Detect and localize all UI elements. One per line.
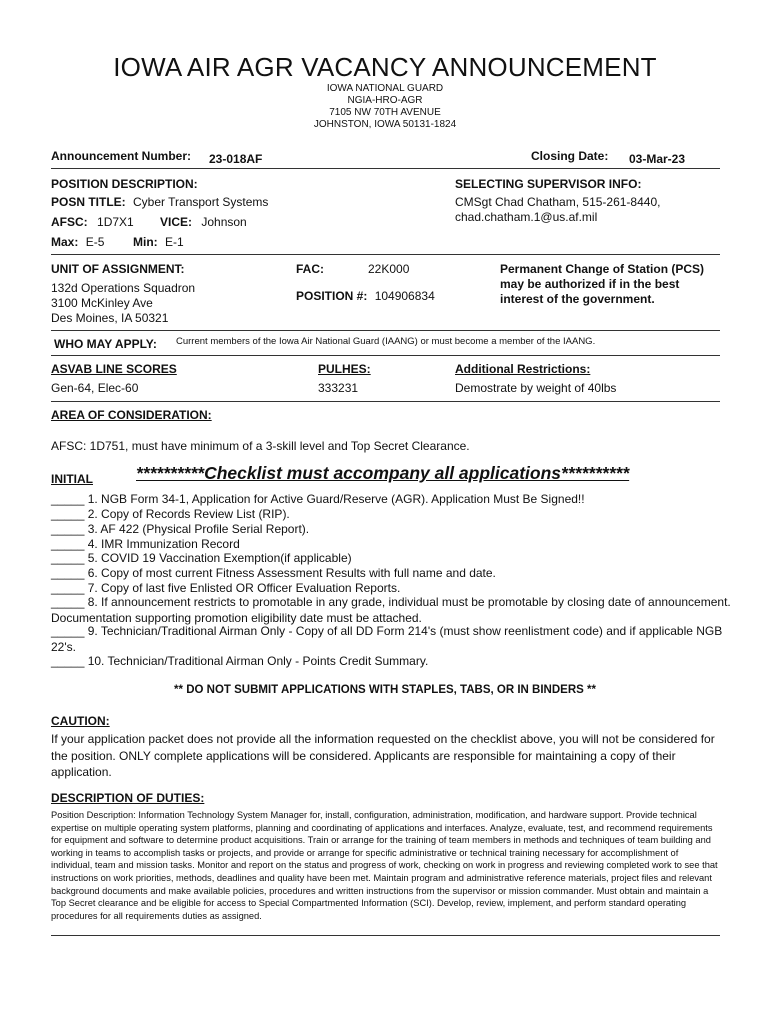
vice-value: Johnson bbox=[201, 215, 247, 229]
posn-title-label: POSN TITLE: bbox=[51, 195, 126, 209]
divider bbox=[51, 330, 720, 331]
selecting-supervisor-heading: SELECTING SUPERVISOR INFO: bbox=[455, 177, 642, 191]
max-label: Max: bbox=[51, 235, 79, 249]
supervisor-line-1: CMSgt Chad Chatham, 515-261-8440, bbox=[455, 195, 661, 209]
divider bbox=[51, 355, 720, 356]
who-may-apply-label: WHO MAY APPLY: bbox=[54, 337, 157, 351]
caution-text: If your application packet does not provide all the information requested on the checklist above, you will not be considered for the position. ONLY complete applications will be considered. Applicants are responsible for maintaining a copy of their application. bbox=[51, 732, 715, 779]
checklist-item: _____ 10. Technician/Traditional Airman Only - Points Credit Summary. bbox=[51, 654, 429, 668]
divider bbox=[51, 168, 720, 169]
unit-of-assignment-heading: UNIT OF ASSIGNMENT: bbox=[51, 262, 185, 276]
description-of-duties-heading: DESCRIPTION OF DUTIES: bbox=[51, 791, 205, 805]
pulhes-value: 333231 bbox=[318, 381, 359, 395]
initial-label: INITIAL bbox=[51, 472, 93, 486]
position-number-label: POSITION #: bbox=[296, 289, 368, 303]
checklist-item: _____ 1. NGB Form 34-1, Application for Active Guard/Reserve (AGR). Application Must Be Signed!! bbox=[51, 492, 585, 506]
unit-line-3: Des Moines, IA 50321 bbox=[51, 311, 169, 325]
pcs-line-3: interest of the government. bbox=[500, 292, 655, 306]
divider bbox=[51, 254, 720, 255]
org-line-2: NGIA-HRO-AGR bbox=[347, 95, 423, 106]
closing-date-value: 03-Mar-23 bbox=[629, 152, 686, 166]
area-of-consideration-heading: AREA OF CONSIDERATION: bbox=[51, 408, 212, 422]
divider bbox=[51, 401, 720, 402]
vice-row bbox=[160, 215, 247, 229]
pcs-line-2: may be authorized if in the best bbox=[500, 277, 680, 291]
closing-date-label: Closing Date: bbox=[531, 149, 609, 163]
announcement-number-value: 23-018AF bbox=[209, 152, 263, 166]
min-label: Min: bbox=[133, 235, 158, 249]
additional-restrictions-value: Demostrate by weight of 40lbs bbox=[455, 381, 617, 395]
org-line-4: JOHNSTON, IOWA 50131-1824 bbox=[313, 119, 457, 130]
checklist-item: _____ 6. Copy of most current Fitness Assessment Results with full name and date. bbox=[51, 566, 496, 580]
max-value: E-5 bbox=[85, 235, 105, 249]
pcs-line-1: Permanent Change of Station (PCS) bbox=[500, 262, 705, 276]
vice-label: VICE: bbox=[160, 215, 193, 229]
checklist-banner: **********Checklist must accompany all applications********** bbox=[136, 463, 630, 483]
position-number-row bbox=[296, 289, 435, 303]
asvab-value: Gen-64, Elec-60 bbox=[51, 381, 139, 395]
min-row bbox=[133, 235, 184, 249]
max-row bbox=[51, 235, 104, 249]
divider bbox=[51, 935, 720, 936]
checklist-item: _____ 2. Copy of Records Review List (RIP). bbox=[51, 507, 290, 521]
checklist-item: _____ 8. If announcement restricts to promotable in any grade, individual must be promotable by closing date of announcement. Documentation supporting promotion eligibility date must be attached. bbox=[51, 595, 731, 625]
unit-line-1: 132d Operations Squadron bbox=[51, 281, 196, 295]
min-value: E-1 bbox=[165, 235, 184, 249]
no-staples-warning: ** DO NOT SUBMIT APPLICATIONS WITH STAPLES, TABS, OR IN BINDERS ** bbox=[174, 684, 596, 696]
announcement-number-label: Announcement Number: bbox=[51, 149, 192, 163]
supervisor-line-2: chad.chatham.1@us.af.mil bbox=[455, 210, 598, 224]
fac-value: 22K000 bbox=[368, 262, 410, 276]
caution-heading: CAUTION: bbox=[51, 714, 110, 728]
afsc-value: 1D7X1 bbox=[97, 215, 134, 229]
afsc-label: AFSC: bbox=[51, 215, 88, 229]
org-line-1: IOWA NATIONAL GUARD bbox=[326, 83, 444, 94]
position-description-heading: POSITION DESCRIPTION: bbox=[51, 177, 198, 191]
org-line-3: 7105 NW 70TH AVENUE bbox=[329, 107, 441, 118]
afsc-row bbox=[51, 215, 134, 229]
who-may-apply-text: Current members of the Iowa Air National Guard (IAANG) or must become a member of the IAANG. bbox=[176, 336, 596, 347]
posn-title-value: Cyber Transport Systems bbox=[133, 195, 269, 209]
checklist-item: _____ 3. AF 422 (Physical Profile Serial Report). bbox=[51, 522, 310, 536]
description-of-duties-text: Position Description: Information Technology System Manager for, install, configuration, administration, modification, and hardware support. Provide technical expertise on multiple operating system platforms, planning and coordinating of applications and interfaces. Analyze, evaluate, test, and recommend requirements for equipment and software to determine product acquisitions. Train or arrange for the training of team members in methods and techniques of team building and working in teams to accomplish tasks or projects, and provide or arrange for specific administrative or technical training necessary for accomplishment of individual, team and mission tasks. Monitor and report on the status and progress of work, checking on work in progress and reviewing completed work to see that instructions on work priorities, methods, deadlines and quality have been met. Maintain program and administrative reference materials, project files and relevant background documents and make available policies, procedures and written instructions from the supervisor or mission commander. Must obtain and maintain a Top Secret clearance and be eligible for access to Special Compartmented Information (SCI). Develop, review, implement, and perform standard operating procedures for all requirements duties as assigned. bbox=[51, 810, 718, 921]
checklist-item: _____ 4. IMR Immunization Record bbox=[51, 537, 240, 551]
posn-title-row bbox=[51, 195, 268, 209]
page-title: IOWA AIR AGR VACANCY ANNOUNCEMENT bbox=[113, 52, 657, 82]
unit-line-2: 3100 McKinley Ave bbox=[51, 296, 153, 310]
asvab-label: ASVAB LINE SCORES bbox=[51, 362, 177, 376]
fac-label: FAC: bbox=[296, 262, 324, 276]
checklist-item: _____ 5. COVID 19 Vaccination Exemption(if applicable) bbox=[51, 551, 352, 565]
checklist-item: _____ 9. Technician/Traditional Airman Only - Copy of all DD Form 214's (must show reenlistment code) and if applicable NGB 22's. bbox=[51, 624, 723, 654]
area-of-consideration-text: AFSC: 1D751, must have minimum of a 3-skill level and Top Secret Clearance. bbox=[51, 439, 470, 453]
checklist-item: _____ 7. Copy of last five Enlisted OR Officer Evaluation Reports. bbox=[51, 581, 401, 595]
pulhes-label: PULHES: bbox=[318, 362, 371, 376]
position-number-value: 104906834 bbox=[374, 289, 435, 303]
additional-restrictions-label: Additional Restrictions: bbox=[455, 362, 591, 376]
